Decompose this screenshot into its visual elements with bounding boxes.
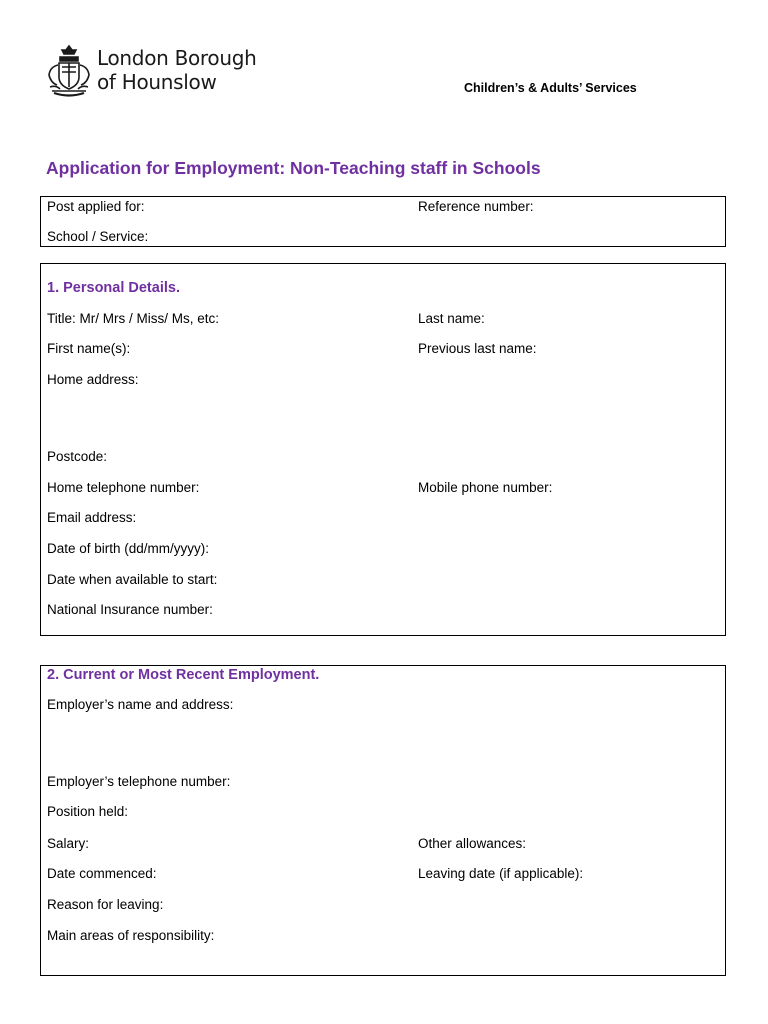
previous-last-name-label: Previous last name:	[418, 341, 537, 356]
home-address-label: Home address:	[47, 372, 139, 387]
ni-number-label: National Insurance number:	[47, 602, 213, 617]
leaving-date-label: Leaving date (if applicable):	[418, 866, 584, 881]
date-commenced-label: Date commenced:	[47, 866, 157, 881]
title-label: Title: Mr/ Mrs / Miss/ Ms, etc:	[47, 311, 219, 326]
school-service-label: School / Service:	[47, 229, 149, 244]
post-applied-label: Post applied for:	[47, 199, 145, 214]
first-names-label: First name(s):	[47, 341, 131, 356]
borough-logo-text	[97, 46, 257, 94]
borough-crest-icon	[46, 43, 92, 97]
reference-number-label: Reference number:	[418, 199, 534, 214]
postcode-label: Postcode:	[47, 449, 108, 464]
main-areas-label: Main areas of responsibility:	[47, 928, 215, 943]
reason-leaving-label: Reason for leaving:	[47, 897, 164, 912]
dob-label: Date of birth (dd/mm/yyyy):	[47, 541, 210, 556]
employment-heading: 2. Current or Most Recent Employment.	[47, 667, 320, 683]
salary-label: Salary:	[47, 836, 90, 851]
mobile-phone-label: Mobile phone number:	[418, 480, 553, 495]
available-date-label: Date when available to start:	[47, 572, 218, 587]
last-name-label: Last name:	[418, 311, 485, 326]
email-label: Email address:	[47, 510, 137, 525]
employer-name-address-label: Employer’s name and address:	[47, 697, 234, 712]
personal-details-heading: 1. Personal Details.	[47, 280, 180, 296]
other-allowances-label: Other allowances:	[418, 836, 527, 851]
form-title: Application for Employment: Non-Teaching staff in Schools	[46, 158, 541, 178]
logo-line-2: of Hounslow	[97, 70, 217, 94]
department-name: Children’s & Adults’ Services	[464, 81, 637, 95]
position-held-label: Position held:	[47, 804, 129, 819]
home-phone-label: Home telephone number:	[47, 480, 200, 495]
logo-line-1: London Borough	[97, 46, 257, 70]
employer-phone-label: Employer’s telephone number:	[47, 774, 231, 789]
